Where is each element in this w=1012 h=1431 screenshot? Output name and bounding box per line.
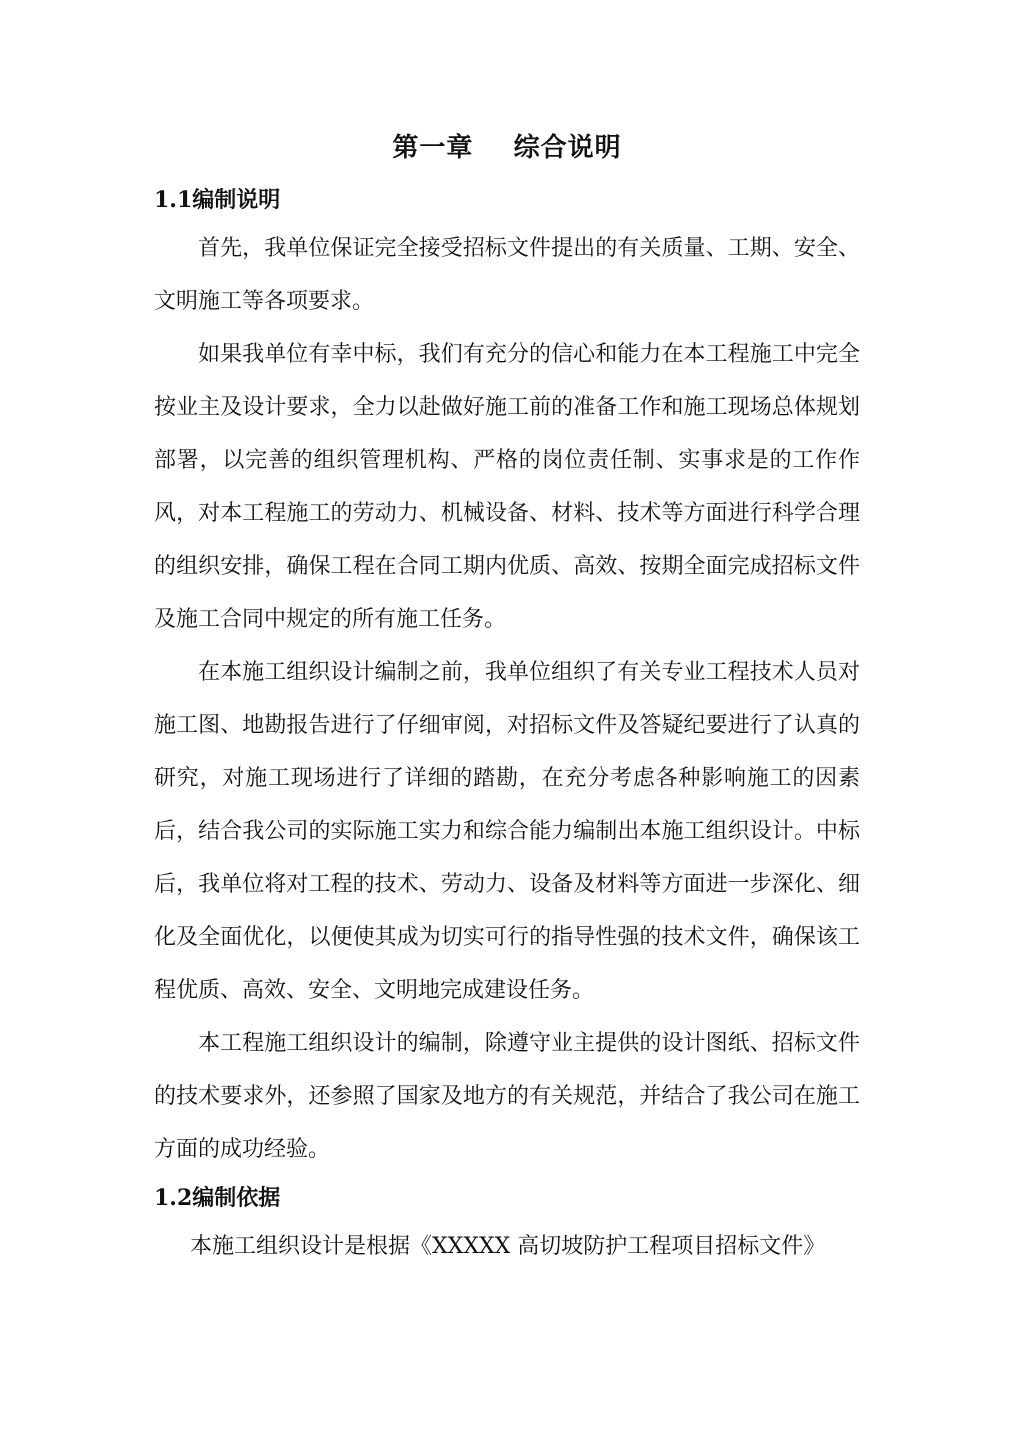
paragraph: 如果我单位有幸中标，我们有充分的信心和能力在本工程施工中完全按业主及设计要求，全力以赴做好施工前的准备工作和施工现场总体规划部署，以完善的组织管理机构、严格的岗位责任制、实事求是的工作作风，对本工程施工的劳动力、机械设备、材料、技术等方面进行科学合理的组织安排，确保工程在合同工期内优质、高效、按期全面完成招标文件及施工合同中规定的所有施工任务。 — [154, 342, 860, 632]
section-1-1 — [154, 178, 860, 1176]
section-heading: 1.2编制依据 — [154, 1185, 281, 1211]
section-1-2 — [154, 1176, 860, 1273]
paragraph: 本工程施工组织设计的编制，除遵守业主提供的设计图纸、招标文件的技术要求外，还参照了国家及地方的有关规范，并结合了我公司在施工方面的成功经验。 — [154, 1031, 860, 1162]
chapter-title: 第一章 综合说明 — [392, 133, 622, 163]
paragraph: 首先，我单位保证完全接受招标文件提出的有关质量、工期、安全、文明施工等各项要求。 — [154, 236, 860, 314]
paragraph: 本施工组织设计是根据《XXXXX 高切坡防护工程项目招标文件》 — [190, 1234, 826, 1259]
paragraph: 在本施工组织设计编制之前，我单位组织了有关专业工程技术人员对施工图、地勘报告进行了仔细审阅，对招标文件及答疑纪要进行了认真的研究，对施工现场进行了详细的踏勘，在充分考虑各种影响施工的因素后，结合我公司的实际施工实力和综合能力编制出本施工组织设计。中标后，我单位将对工程的技术、劳动力、设备及材料等方面进一步深化、细化及全面优化，以便使其成为切实可行的指导性强的技术文件，确保该工程优质、高效、安全、文明地完成建设任务。 — [154, 660, 860, 1003]
section-heading: 1.1编制说明 — [154, 187, 281, 213]
document-body — [154, 126, 860, 1273]
